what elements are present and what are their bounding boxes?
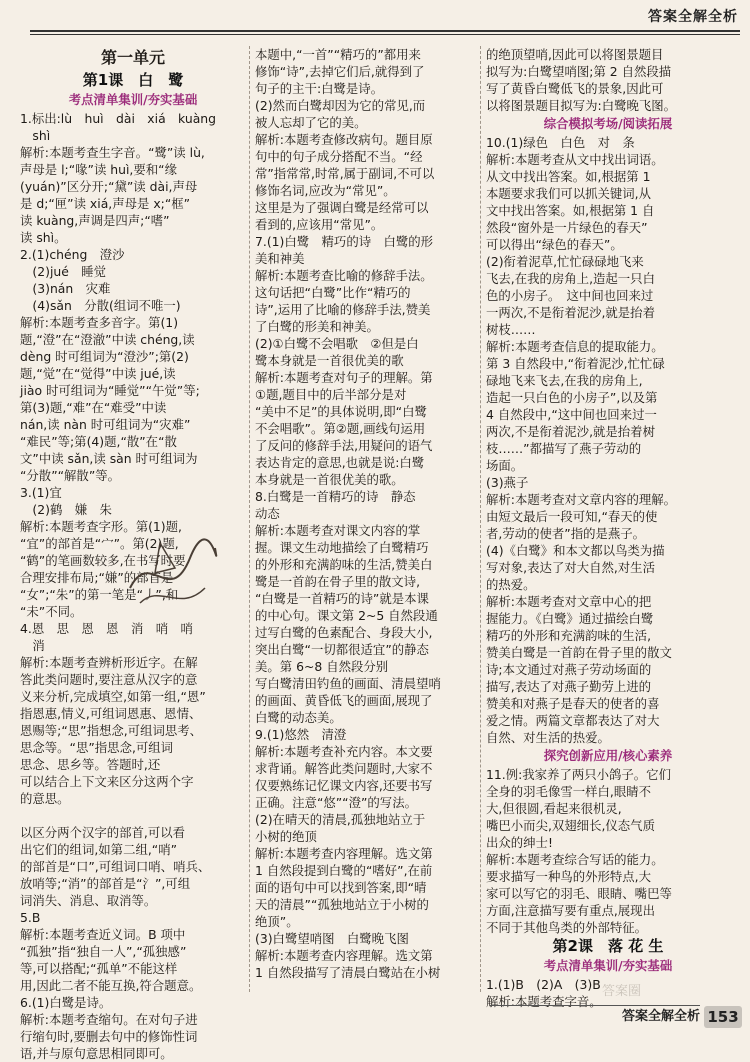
text-line: 读 shì。 (20, 230, 67, 245)
text-line: 诗;本文通过对燕子劳动场面的 (486, 662, 652, 677)
text-line: 消 (20, 638, 45, 653)
text-line: 解析:本题考查修改病句。题目原 (255, 132, 433, 147)
text-line: 声母是 l;“喙”读 huì,要和“缘 (20, 162, 177, 177)
text-line: 表达肯定的意思,也就是说:白鹭 (255, 455, 425, 470)
text-line: (4)sǎn 分散(组词不唯一) (20, 298, 181, 313)
text-line: 用,因此二者不能互换,符合题意。 (20, 978, 202, 993)
text-line: 碌地飞来飞去,在我的房角上, (486, 373, 643, 388)
text-line: 突出白鹭“一切都很适宜”的静态 (255, 642, 429, 657)
text-line: 11.例:我家养了两只小鸽子。它们 (486, 767, 671, 782)
text-line: (3)nán 灾难 (20, 281, 111, 296)
text-line: 语,并与原句意思相同即可。 (20, 1046, 173, 1061)
text-line: 动态 (255, 506, 280, 521)
text-line: 解析:本题考查生字音。“鹭”读 lù, (20, 145, 205, 160)
text-line: 恩赐等;“思”指想念,可组词思考、 (20, 723, 203, 738)
column-divider (480, 46, 481, 992)
text-line: 仅要熟练记忆课文内容,还要书写 (255, 778, 433, 793)
text-line: 解析:本题考查补充内容。本文要 (255, 744, 433, 759)
unit-title: 第一单元 (100, 48, 165, 67)
text-line: 答此类问题时,要注意从汉字的意 (20, 672, 198, 687)
text-line: 的部首是“口”,可组词口哨、哨兵、 (20, 859, 211, 874)
text-line: 1.标出:lù huì dài xiá kuàng (20, 111, 217, 126)
text-line: 解析:本题考查对课文内容的掌 (255, 523, 421, 538)
text-line: 美和神美 (255, 251, 305, 266)
watermark: 答案圈 (602, 984, 642, 999)
text-line: 题,“觉”在“觉得”中读 jué,读 (20, 366, 176, 381)
page-number: 153 (704, 1006, 742, 1028)
text-line: 解析:本题考查对句子的理解。第 (255, 370, 433, 385)
text-line: 合理安排布局;“嫌”的部首是 (20, 570, 174, 585)
text-line: 解析:本题考查从文中找出词语。 (486, 152, 664, 167)
text-line: (2)衔着泥草,忙忙碌碌地飞来 (486, 254, 644, 269)
text-line: (3)燕子 (486, 475, 529, 490)
text-line: 的意思。 (20, 791, 70, 806)
text-line: (2)在晴天的清晨,孤独地站立于 (255, 812, 426, 827)
text-line: 然段“窗外是一片绿色的春天” (486, 220, 648, 235)
text-line: 出它们的组词,如第二组,“哨” (20, 842, 178, 857)
text-line: 的外形和充满韵味的生活,赞美白 (255, 557, 433, 572)
text-line: 不同于其他鸟类的外部特征。 (486, 920, 648, 935)
text-line: 解析:本题考查辨析形近字。在解 (20, 655, 198, 670)
text-line: (2)①白鹭不会唱歌 ②但是白 (255, 336, 419, 351)
text-line: 解析:本题考查信息的提取能力。 (486, 339, 664, 354)
text-line: 1 自然段描写了清晨白鹭站在小树 (255, 965, 441, 980)
header-rule-thin (30, 34, 740, 35)
text-line: “分散”“解散”等。 (20, 468, 121, 483)
text-line: 9.(1)悠然 清澄 (255, 727, 347, 742)
text-line: (4)《白鹭》和本文都以鸟类为描 (486, 543, 665, 558)
page-header (0, 0, 750, 46)
text-line: “美中不足”的具体说明,即“白鹭 (255, 404, 427, 419)
text-line: dèng 时可组词为“澄沙”;第(2) (20, 349, 189, 364)
lesson-title: 第1课 白 鹭 (82, 71, 184, 89)
text-line: ①题,题目中的后半部分是对 (255, 387, 407, 402)
text-line: 描写,表达了对燕子勤劳上进的 (486, 679, 652, 694)
answer-text-block (20, 110, 246, 1062)
text-line: 解析:本题考查字形。第(1)题, (20, 519, 182, 534)
column-2 (255, 46, 477, 981)
text-line: 面的语句中可以找到答案,即“晴 (255, 880, 427, 895)
text-line: 5.B (20, 910, 41, 925)
text-line: 树枝…… (486, 322, 536, 337)
column-divider (249, 46, 250, 992)
text-line: 解析:本题考查对文章内容的理解。 (486, 492, 677, 507)
text-line: 行缩句时,要删去句中的修饰性词 (20, 1029, 198, 1044)
section-heading: 探究创新应用/核心素养 (543, 748, 673, 763)
text-line: 7.(1)白鹭 精巧的诗 白鹭的形 (255, 234, 434, 249)
text-line: 思念、思乡等。答题时,还 (20, 757, 161, 772)
text-line: 8.白鹭是一首精巧的诗 静态 (255, 489, 416, 504)
text-line: 鹭是一首韵在骨子里的散文诗, (255, 574, 421, 589)
text-line: 第(3)题,“难”在“难受”中读 (20, 400, 167, 415)
text-line: nán,读 nàn 时可组词为“灾难” (20, 417, 191, 432)
text-line: 握能力。《白鹭》通过描绘白鹭 (486, 611, 654, 626)
text-line (20, 807, 246, 824)
text-line: 赞美和对燕子是春天的使者的喜 (486, 696, 660, 711)
text-line: 被人忘却了它的美。 (255, 115, 367, 130)
text-line: 白鹭的动态美。 (255, 710, 342, 725)
text-line: 可以得出“绿色的春天”。 (486, 237, 623, 252)
text-line: 色的小房子。 这中间也回来过 (486, 288, 654, 303)
text-line: 要求描写一种鸟的外形特点,大 (486, 869, 652, 884)
text-line: 解析:本题考查内容理解。选文第 (255, 846, 433, 861)
text-line: 等,可以搭配;“孤单”不能这样 (20, 961, 178, 976)
text-line: 写了黄昏白鹭低飞的景象,因此可 (486, 81, 664, 96)
text-line: 常”指常常,时常,属于副词,不可以 (255, 166, 435, 181)
text-line: 拟写为:白鹭望哨图;第 2 自然段描 (486, 64, 672, 79)
answer-text-block (486, 134, 730, 746)
text-line: 2.(1)chéng 澄沙 (20, 247, 125, 262)
text-line: 的中心句。课文第 2~5 自然段通 (255, 608, 438, 623)
text-line: 本身就是一首很优美的歌。 (255, 472, 404, 487)
text-line: (2)然而白鹭却因为它的常见,而 (255, 98, 426, 113)
text-line: 看到的,应该用“常见”。 (255, 217, 384, 232)
text-line: 一两次,不是衔着泥沙,就是抬着 (486, 305, 655, 320)
text-line: 修饰名词,应改为“常见”。 (255, 183, 396, 198)
text-line: (2)jué 睡觉 (20, 264, 107, 279)
text-line: 的画面、黄昏低飞的画面,展现了 (255, 693, 433, 708)
section-heading: 综合模拟考场/阅读拓展 (543, 116, 673, 131)
header-brand: 答案全解全析 (648, 9, 738, 25)
text-line: “难民”等;第(4)题,“散”在“散 (20, 434, 177, 449)
text-line: 解析:本题考查近义词。B 项中 (20, 927, 186, 942)
text-line: 放哨等;“消”的部首是“氵”,可组 (20, 876, 191, 891)
header-rule (30, 30, 740, 32)
text-line: 解析:本题考查对文章中心的把 (486, 594, 652, 609)
text-line: 方面,注意描写要有重点,展现出 (486, 903, 655, 918)
text-line: 飞去,在我的房角上,造起一只白 (486, 271, 655, 286)
section-heading: 考点清单集训/夯实基础 (543, 958, 673, 973)
text-line: 4 自然段中,“这中间也回来过一 (486, 407, 657, 422)
text-line: 了反问的修辞手法,用疑问的语气 (255, 438, 433, 453)
text-line: 3.(1)宜 (20, 485, 62, 500)
text-line: 了白鹭的形美和神美。 (255, 319, 379, 334)
text-line: 解析:本题考查综合写话的能力。 (486, 852, 664, 867)
footer-brand: 答案全解全析 (621, 1009, 700, 1024)
text-line: 握。课文生动地描绘了白鹭精巧 (255, 540, 429, 555)
text-line: (yuán)”区分开;“黛”读 dài,声母 (20, 179, 198, 194)
text-line: shì (20, 128, 51, 143)
text-line: 者,劳动的使者”指的是燕子。 (486, 526, 646, 541)
text-line: 10.(1)绿色 白色 对 条 (486, 135, 635, 150)
text-line: 求背诵。解答此类问题时,大家不 (255, 761, 433, 776)
text-line: 6.(1)白鹭是诗。 (20, 995, 112, 1010)
answer-text-block (255, 46, 477, 981)
text-line: jiào 时可组词为“睡觉”“午觉”等; (20, 383, 200, 398)
text-line: 造起一只白色的小房子”,以及第 (486, 390, 658, 405)
text-line: 出众的绅士! (486, 835, 553, 850)
column-3 (486, 46, 730, 1010)
text-line: 这里是为了强调白鹭是经常可以 (255, 200, 429, 215)
text-line: 4.恩 思 恩 恩 消 哨 哨 (20, 621, 193, 636)
text-line: “未”不同。 (20, 604, 83, 619)
text-line: 这句话把“白鹭”比作“精巧的 (255, 285, 411, 300)
text-line: 诗”,运用了比喻的修辞手法,赞美 (255, 302, 431, 317)
text-line: 正确。注意“悠”“澄”的写法。 (255, 795, 417, 810)
text-line: 解析:本题考查字音。 (486, 994, 602, 1009)
text-line: 本题要求我们可以抓关键词,从 (486, 186, 652, 201)
text-line: 场面。 (486, 458, 524, 473)
text-line: 第 3 自然段中,“衔着泥沙,忙忙碌 (486, 356, 665, 371)
text-line: 精巧的外形和充满韵味的生活, (486, 628, 652, 643)
text-line: 解析:本题考查比喻的修辞手法。 (255, 268, 433, 283)
text-line: 家可以写它的羽毛、眼睛、嘴巴等 (486, 886, 672, 901)
text-line: “宜”的部首是“宀”。第(2)题, (20, 536, 179, 551)
text-line: 是 d;“匣”读 xiá,声母是 x;“框” (20, 196, 191, 211)
text-line: “鹤”的笔画数较多,在书写时要 (20, 553, 186, 568)
text-line: (2)鹤 嫌 朱 (20, 502, 112, 517)
text-line: 绝顶”。 (255, 914, 299, 929)
text-line: 本题中,“一首”“精巧的”都用来 (255, 47, 421, 62)
text-line: 两次,不是衔着泥沙,就是抬着树 (486, 424, 655, 439)
section-heading: 考点清单集训/夯实基础 (68, 92, 198, 107)
text-line: 解析:本题考查内容理解。选文第 (255, 948, 433, 963)
text-line: “孤独”指“独自一人”,“孤独感” (20, 944, 187, 959)
answer-text-block (486, 46, 730, 114)
text-line: 全身的羽毛像雪一样白,眼睛不 (486, 784, 652, 799)
text-line: 解析:本题考查缩句。在对句子进 (20, 1012, 198, 1027)
text-line: 小树的绝顶 (255, 829, 317, 844)
text-line: 题,“澄”在“澄澈”中读 chéng,读 (20, 332, 195, 347)
text-line: (3)白鹭望哨图 白鹭晚飞图 (255, 931, 409, 946)
text-line: 义来分析,完成填空,如第一组,“恩” (20, 689, 206, 704)
text-line: 文中找出答案。如,根据第 1 自 (486, 203, 655, 218)
text-line: 1.(1)B (2)A (3)B (486, 977, 601, 992)
text-line: 从文中找出答案。如,根据第 1 (486, 169, 651, 184)
text-line: 可以结合上下文来区分这两个字 (20, 774, 194, 789)
text-line: 以区分两个汉字的部首,可以看 (20, 825, 186, 840)
text-line: 句子的主干:白鹭是诗。 (255, 81, 384, 96)
lesson-title: 第2课 落 花 生 (552, 937, 664, 955)
text-line: 1 自然段提到白鹭的“嗜好”,在前 (255, 863, 433, 878)
text-line: 大,但很圆,看起来很机灵, (486, 801, 622, 816)
text-line: 不会唱歌”。第②题,画线句运用 (255, 421, 426, 436)
text-line: “女”;“朱”的第一笔是“丿”,和 (20, 587, 179, 602)
column-1 (20, 46, 246, 1062)
text-line: 爱之情。两篇文章都表达了对大 (486, 713, 660, 728)
text-line: 写对象,表达了对大自然,对生活 (486, 560, 655, 575)
answer-text-block (486, 766, 730, 936)
text-line: 鹭本身就是一首很优美的歌 (255, 353, 404, 368)
text-line: 修饰“诗”,去掉它们后,就得到了 (255, 64, 425, 79)
text-line: 文”中读 sǎn,读 sàn 时可组词为 (20, 451, 198, 466)
text-line: 的热爱。 (486, 577, 536, 592)
text-line: 以将图景题目拟写为:白鹭晚飞图。 (486, 98, 677, 113)
text-line: 天的清晨”“孤独地站立于小树的 (255, 897, 429, 912)
text-line: 过写白鹭的色素配合、身段大小, (255, 625, 433, 640)
text-line: 词消失、消息、取消等。 (20, 893, 157, 908)
text-line: 嘴巴小而尖,双翅细长,仪态气质 (486, 818, 655, 833)
text-line: 枝……”都描写了燕子劳动的 (486, 441, 642, 456)
text-line: 自然、对生活的热爱。 (486, 730, 610, 745)
text-line: 读 kuàng,声调是四声;“嗜” (20, 213, 170, 228)
text-line: 指恩惠,情义,可组词恩惠、恩情、 (20, 706, 202, 721)
text-line: 句中的句子成分搭配不当。“经 (255, 149, 423, 164)
text-line: 美。第 6~8 自然段分别 (255, 659, 389, 674)
text-line: 赞美白鹭是一首韵在骨子里的散文 (486, 645, 672, 660)
text-line: “白鹭是一首精巧的诗”就是本课 (255, 591, 429, 606)
text-line: 解析:本题考查多音字。第(1) (20, 315, 179, 330)
text-line: 由短文最后一段可知,“春天的使 (486, 509, 658, 524)
text-line: 的绝顶望哨,因此可以将图景题目 (486, 47, 664, 62)
text-line: 思念等。“思”指思念,可组词 (20, 740, 174, 755)
text-line: 写白鹭清田钓鱼的画面、清晨望哨 (255, 676, 441, 691)
